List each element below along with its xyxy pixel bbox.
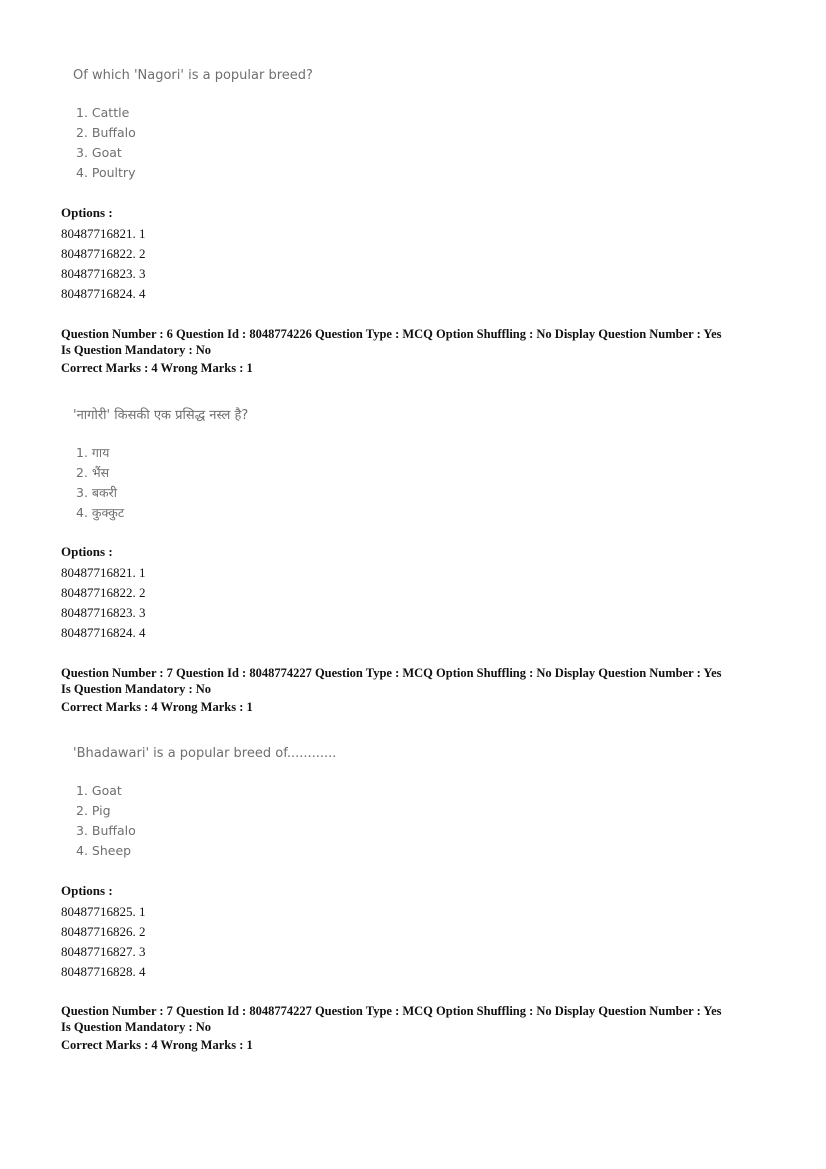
- question-image: [73, 746, 336, 861]
- choice-item: 1. गाय: [76, 445, 110, 460]
- option-id: 80487716823. 3: [61, 266, 146, 281]
- choice-item: 4. Sheep: [76, 843, 132, 858]
- option-id: 80487716822. 2: [61, 246, 146, 261]
- question-stem: 'नागोरी' किसकी एक प्रसिद्ध नस्ल है?: [73, 408, 249, 423]
- option-id: 80487716824. 4: [61, 286, 146, 301]
- marks-line: Correct Marks : 4 Wrong Marks : 1: [61, 1038, 253, 1052]
- option-id: 80487716821. 1: [61, 565, 146, 580]
- marks-line: Correct Marks : 4 Wrong Marks : 1: [61, 361, 253, 375]
- question-stem: Of which 'Nagori' is a popular breed?: [73, 68, 313, 83]
- options-block: [61, 881, 146, 982]
- choice-item: 3. Buffalo: [76, 823, 136, 838]
- choice-item: 2. Buffalo: [76, 125, 136, 140]
- question-stem: 'Bhadawari' is a popular breed of............: [73, 746, 337, 761]
- option-id: 80487716824. 4: [61, 625, 146, 640]
- meta-line: Is Question Mandatory : No: [61, 1020, 212, 1034]
- choice-item: 3. बकरी: [76, 485, 117, 500]
- option-id: 80487716827. 3: [61, 944, 146, 959]
- option-id: 80487716821. 1: [61, 226, 146, 241]
- marks-line: Correct Marks : 4 Wrong Marks : 1: [61, 700, 253, 714]
- choice-item: 1. Goat: [76, 783, 122, 798]
- options-heading: Options :: [61, 883, 113, 898]
- question-meta: [61, 326, 781, 376]
- choice-item: 2. Pig: [76, 803, 111, 818]
- question-image: [73, 405, 248, 523]
- option-id: 80487716822. 2: [61, 585, 146, 600]
- choice-item: 4. कुक्कुट: [76, 505, 125, 520]
- meta-line: Question Number : 7 Question Id : 8048774227 Question Type : MCQ Option Shuffling : No Display Question Number : Yes: [61, 666, 722, 680]
- choice-item: 3. Goat: [76, 145, 122, 160]
- question-meta: [61, 1003, 781, 1053]
- choice-item: 1. Cattle: [76, 105, 130, 120]
- options-block: [61, 542, 146, 643]
- options-heading: Options :: [61, 544, 113, 559]
- question-meta: [61, 665, 781, 715]
- option-id: 80487716823. 3: [61, 605, 146, 620]
- option-id: 80487716825. 1: [61, 904, 146, 919]
- meta-line: Question Number : 6 Question Id : 8048774226 Question Type : MCQ Option Shuffling : No Display Question Number : Yes: [61, 327, 722, 341]
- option-id: 80487716828. 4: [61, 964, 146, 979]
- choice-item: 4. Poultry: [76, 165, 136, 180]
- options-block: [61, 203, 146, 304]
- meta-line: Is Question Mandatory : No: [61, 682, 212, 696]
- meta-line: Is Question Mandatory : No: [61, 343, 212, 357]
- question-image: [73, 68, 313, 183]
- option-id: 80487716826. 2: [61, 924, 146, 939]
- meta-line: Question Number : 7 Question Id : 8048774227 Question Type : MCQ Option Shuffling : No Display Question Number : Yes: [61, 1004, 722, 1018]
- choice-item: 2. भैंस: [76, 465, 110, 480]
- options-heading: Options :: [61, 205, 113, 220]
